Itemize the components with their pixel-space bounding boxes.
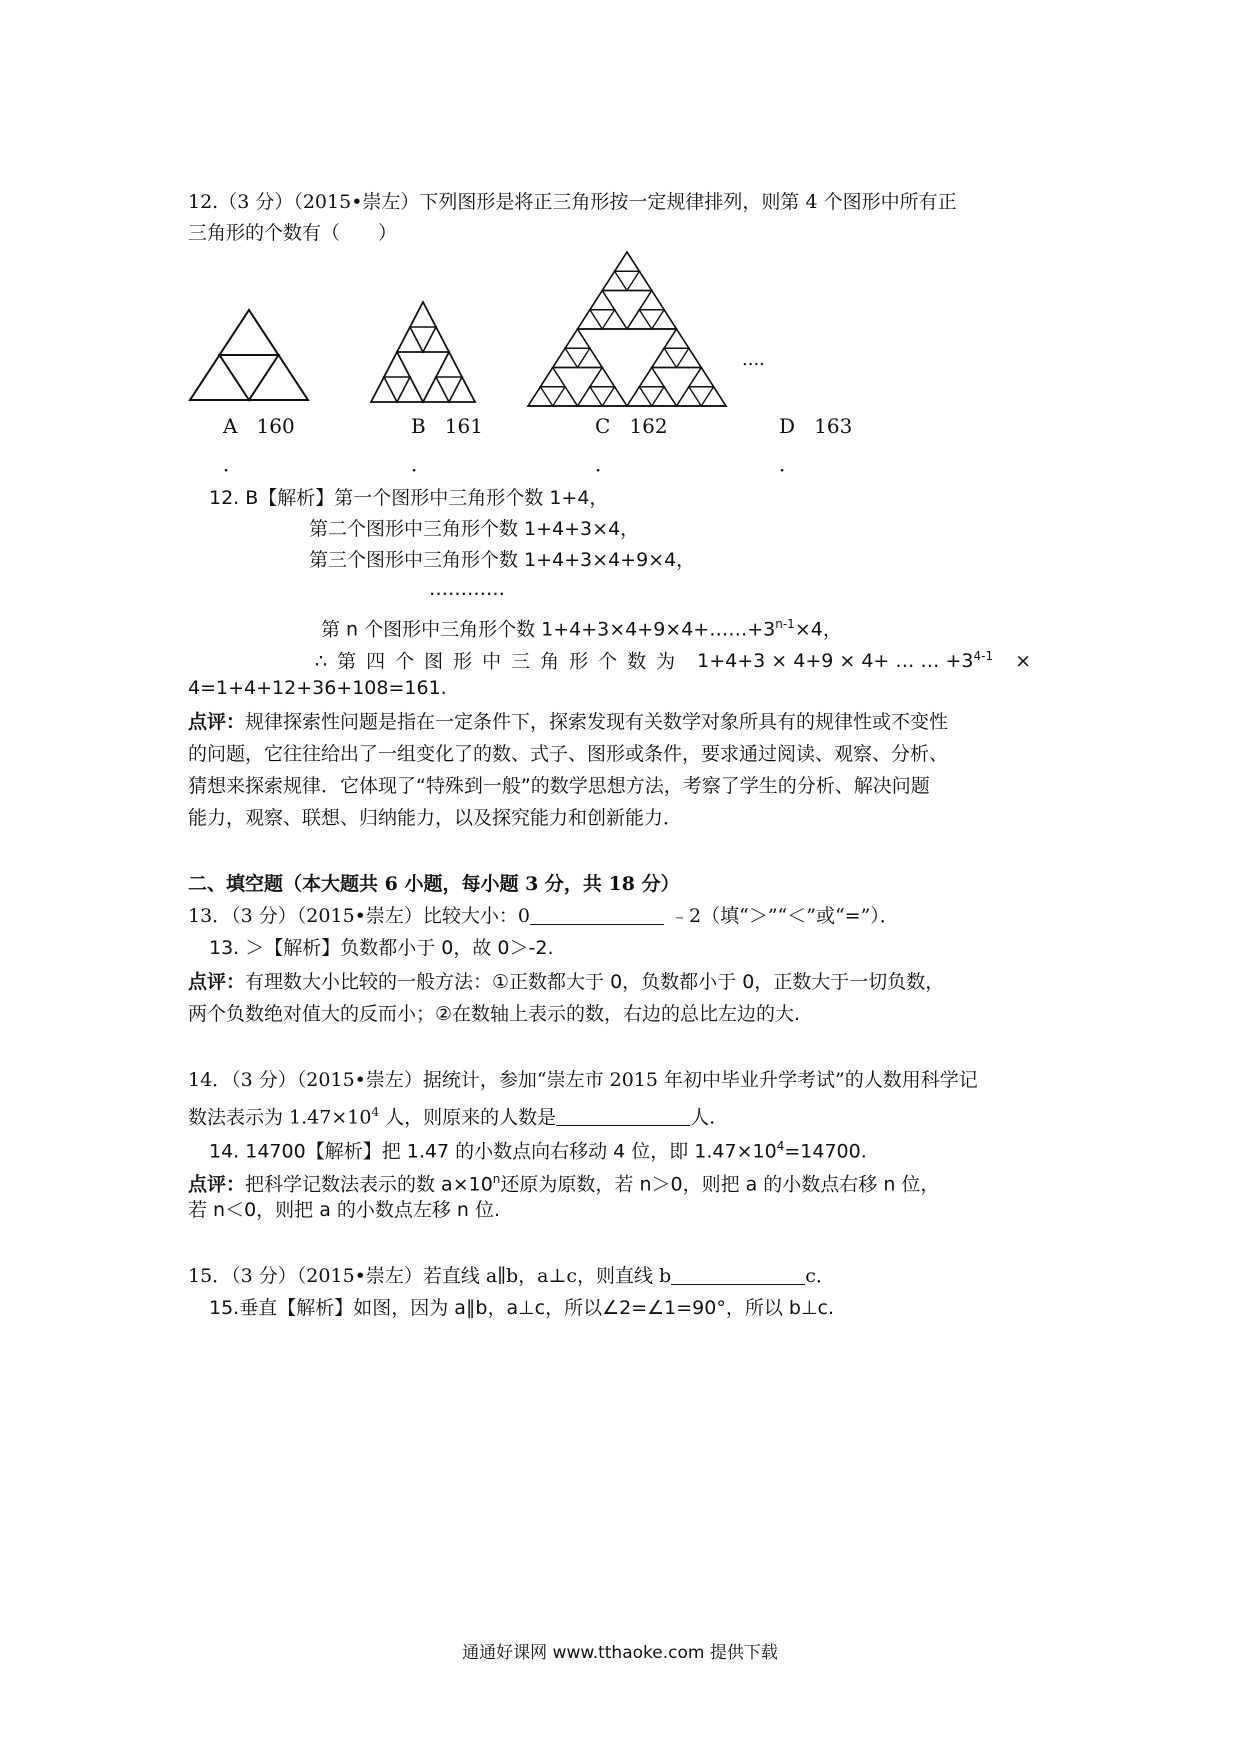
option-c-letter: C	[595, 414, 611, 438]
option-c-value: 162	[629, 414, 668, 438]
q14-stem-line2-pre: 数法表示为 1.47×10	[188, 1106, 372, 1129]
q14-comment-line1	[188, 1165, 939, 1198]
option-b-letter: B	[411, 414, 426, 438]
q12-solution-line5-sup: n-1	[775, 617, 795, 631]
q13-stem-post: ﹣2（填“＞”“＜”或“=”）．	[670, 905, 899, 927]
q12-comment-line2: 的问题，它往往给出了一组变化了的数、式子、图形或条件，要求通过阅读、观察、分析、	[188, 743, 949, 765]
option-d-letter: D	[779, 414, 796, 438]
q13-comment-text1: 有理数大小比较的一般方法：①正数都大于 0，负数都小于 0，正数大于一切负数，	[245, 971, 945, 993]
q14-stem-line2-sup: 4	[371, 1105, 380, 1119]
q12-solution-line5	[321, 610, 842, 643]
q14-stem-line1: 14．（3 分）（2015•崇左）据统计，参加“崇左市 2015 年初中毕业升学考试”的人数用科学记	[188, 1069, 978, 1091]
q12-solution-line1: 12. B【解析】第一个图形中三角形个数 1+4，	[209, 487, 609, 509]
triangle-figure-2	[369, 300, 477, 404]
triangle-figure-1	[188, 306, 310, 402]
q12-solution-line3: 第三个图形中三角形个数 1+4+3×4+9×4，	[309, 549, 696, 571]
q12-stem-line1: 12.（3 分）（2015•崇左）下列图形是将正三角形按一定规律排列，则第 4 个图形中所有正	[188, 191, 957, 213]
option-a-value: 160	[256, 414, 295, 438]
q12-comment-line4: 能力，观察、联想、归纳能力，以及探究能力和创新能力．	[188, 807, 683, 829]
q14-solution-pre: 14. 14700【解析】把 1.47 的小数点向右移动 4 位，即 1.47×10	[209, 1140, 777, 1163]
q15-answer-blank[interactable]	[671, 1266, 805, 1285]
q15-stem	[188, 1262, 835, 1290]
q12-solution-line6	[315, 642, 1031, 675]
option-a[interactable]	[223, 414, 295, 438]
q13-comment-label: 点评：	[188, 971, 246, 993]
option-b-dot: ．	[411, 452, 431, 476]
q14-comment-label: 点评：	[188, 1173, 246, 1196]
q12-solution-line6-pre: ∴第四个图形中三角形个数为	[315, 650, 686, 673]
q13-solution: 13. ＞【解析】负数都小于 0，故 0＞-2.	[209, 937, 554, 959]
option-d-dot: ．	[779, 452, 799, 476]
q15-stem-pre: 15．（3 分）（2015•崇左）若直线 a∥b，a⊥c，则直线 b	[188, 1265, 672, 1287]
q13-comment-line2: 两个负数绝对值大的反而小；②在数轴上表示的数，右边的总比左边的大.	[188, 1003, 801, 1025]
q14-solution	[209, 1132, 867, 1165]
q12-solution-line6-post: ×	[1009, 650, 1032, 673]
q14-comment-line2: 若 n＜0，则把 a 的小数点左移 n 位.	[188, 1199, 501, 1221]
q13-answer-blank[interactable]	[530, 906, 664, 925]
q14-answer-blank[interactable]	[556, 1107, 690, 1126]
option-d[interactable]	[779, 414, 852, 438]
q14-stem-line2	[188, 1098, 715, 1131]
q14-comment-text1-sup: n	[492, 1172, 501, 1186]
q15-solution: 15.垂直【解析】如图，因为 a∥b，a⊥c，所以∠2=∠1=90°，所以 b⊥c.	[209, 1297, 834, 1319]
q12-solution-line2: 第二个图形中三角形个数 1+4+3×4，	[309, 518, 640, 540]
q12-solution-line6-formula: 1+4+3 × 4+9 × 4+ … … +3	[697, 650, 974, 673]
q14-solution-post: =14700.	[784, 1140, 867, 1163]
q12-solution-line7: 4=1+4+12+36+108=161.	[188, 677, 447, 699]
option-a-dot: ．	[223, 452, 243, 476]
triangle-figure-3	[526, 250, 728, 408]
q12-comment-label: 点评：	[188, 711, 246, 733]
option-c-dot: ．	[595, 452, 615, 476]
q14-comment-text1-pre: 把科学记数法表示的数 a×10	[245, 1173, 493, 1196]
q12-solution-line5-post: ×4，	[794, 618, 842, 641]
option-d-value: 163	[814, 414, 853, 438]
q15-stem-post: c．	[805, 1265, 835, 1287]
q13-comment-line1	[188, 968, 944, 996]
option-a-letter: A	[223, 414, 238, 438]
q12-stem-line2: 三角形的个数有（ ）	[188, 222, 398, 244]
option-b[interactable]	[411, 414, 483, 438]
q14-stem-line2-post: 人.	[690, 1106, 716, 1129]
q12-solution-line5-pre: 第 n 个图形中三角形个数 1+4+3×4+9×4+……+3	[321, 618, 776, 641]
section2-heading: 二、填空题（本大题共 6 小题，每小题 3 分，共 18 分）	[188, 873, 680, 895]
q12-comment-text1: 规律探索性问题是指在一定条件下，探索发现有关数学对象所具有的规律性或不变性	[245, 711, 949, 733]
q14-comment-text1-post: 还原为原数，若 n＞0，则把 a 的小数点右移 n 位，	[500, 1173, 940, 1196]
option-c[interactable]	[595, 414, 668, 438]
q12-solution-line4: …………	[429, 578, 505, 600]
q13-stem-pre: 13．（3 分）（2015•崇左）比较大小：0	[188, 905, 530, 927]
q12-comment-line1	[188, 708, 948, 736]
page-footer: 通通好课网 www.tthaoke.com 提供下载	[462, 1643, 778, 1663]
q12-solution-line6-sup: 4-1	[973, 649, 994, 663]
q12-comment-line3: 猜想来探索规律．它体现了“特殊到一般”的数学思想方法，考察了学生的分析、解决问题	[188, 775, 930, 797]
figure-ellipsis: ....	[742, 349, 765, 370]
q14-stem-line2-mid: 人，则原来的人数是	[379, 1106, 557, 1129]
option-b-value: 161	[444, 414, 483, 438]
q13-stem	[188, 902, 899, 930]
q14-solution-sup: 4	[776, 1139, 785, 1153]
